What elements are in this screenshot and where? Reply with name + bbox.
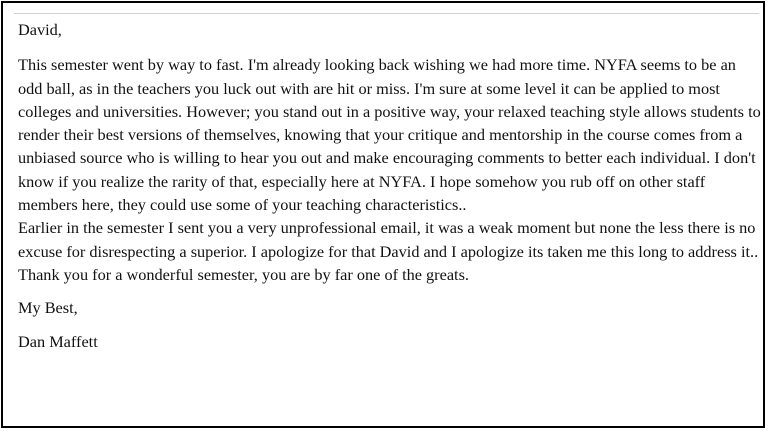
spacer xyxy=(18,320,763,330)
email-frame xyxy=(1,1,765,428)
paragraph-semester: This semester went by way to fast. I'm already looking back wishing we had more time. NYFA seems to be an odd ball, as in the teachers you luck out with are hit or miss. I'm sure at some level it can be applied to most colleges and universities. However; you stand out in a positive way, your relaxed teaching style allows students to render their best versions of themselves, knowing that your critique and mentorship in the course comes from a unbiased source who is willing to hear you out and make encouraging comments to better each individual. I don't know if you realize the rarity of that, especially here at NYFA. I hope somehow you rub off on other staff members here, they could use some of your teaching characteristics.. xyxy=(18,55,761,215)
email-body xyxy=(18,18,763,353)
paragraph-thanks: Thank you for a wonderful semester, you are by far one of the greats. xyxy=(18,264,469,284)
spacer xyxy=(18,41,763,53)
closing: My Best, xyxy=(18,298,78,318)
top-divider xyxy=(14,13,759,14)
signature: Dan Maffett xyxy=(18,331,98,351)
greeting: David, xyxy=(18,20,62,39)
paragraph-apology: Earlier in the semester I sent you a very unprofessional email, it was a weak moment but none the less there is no excuse for disrespecting a superior. I apologize for that David and I apologize its taken me this long to address it.. xyxy=(18,218,759,261)
spacer xyxy=(18,286,763,296)
